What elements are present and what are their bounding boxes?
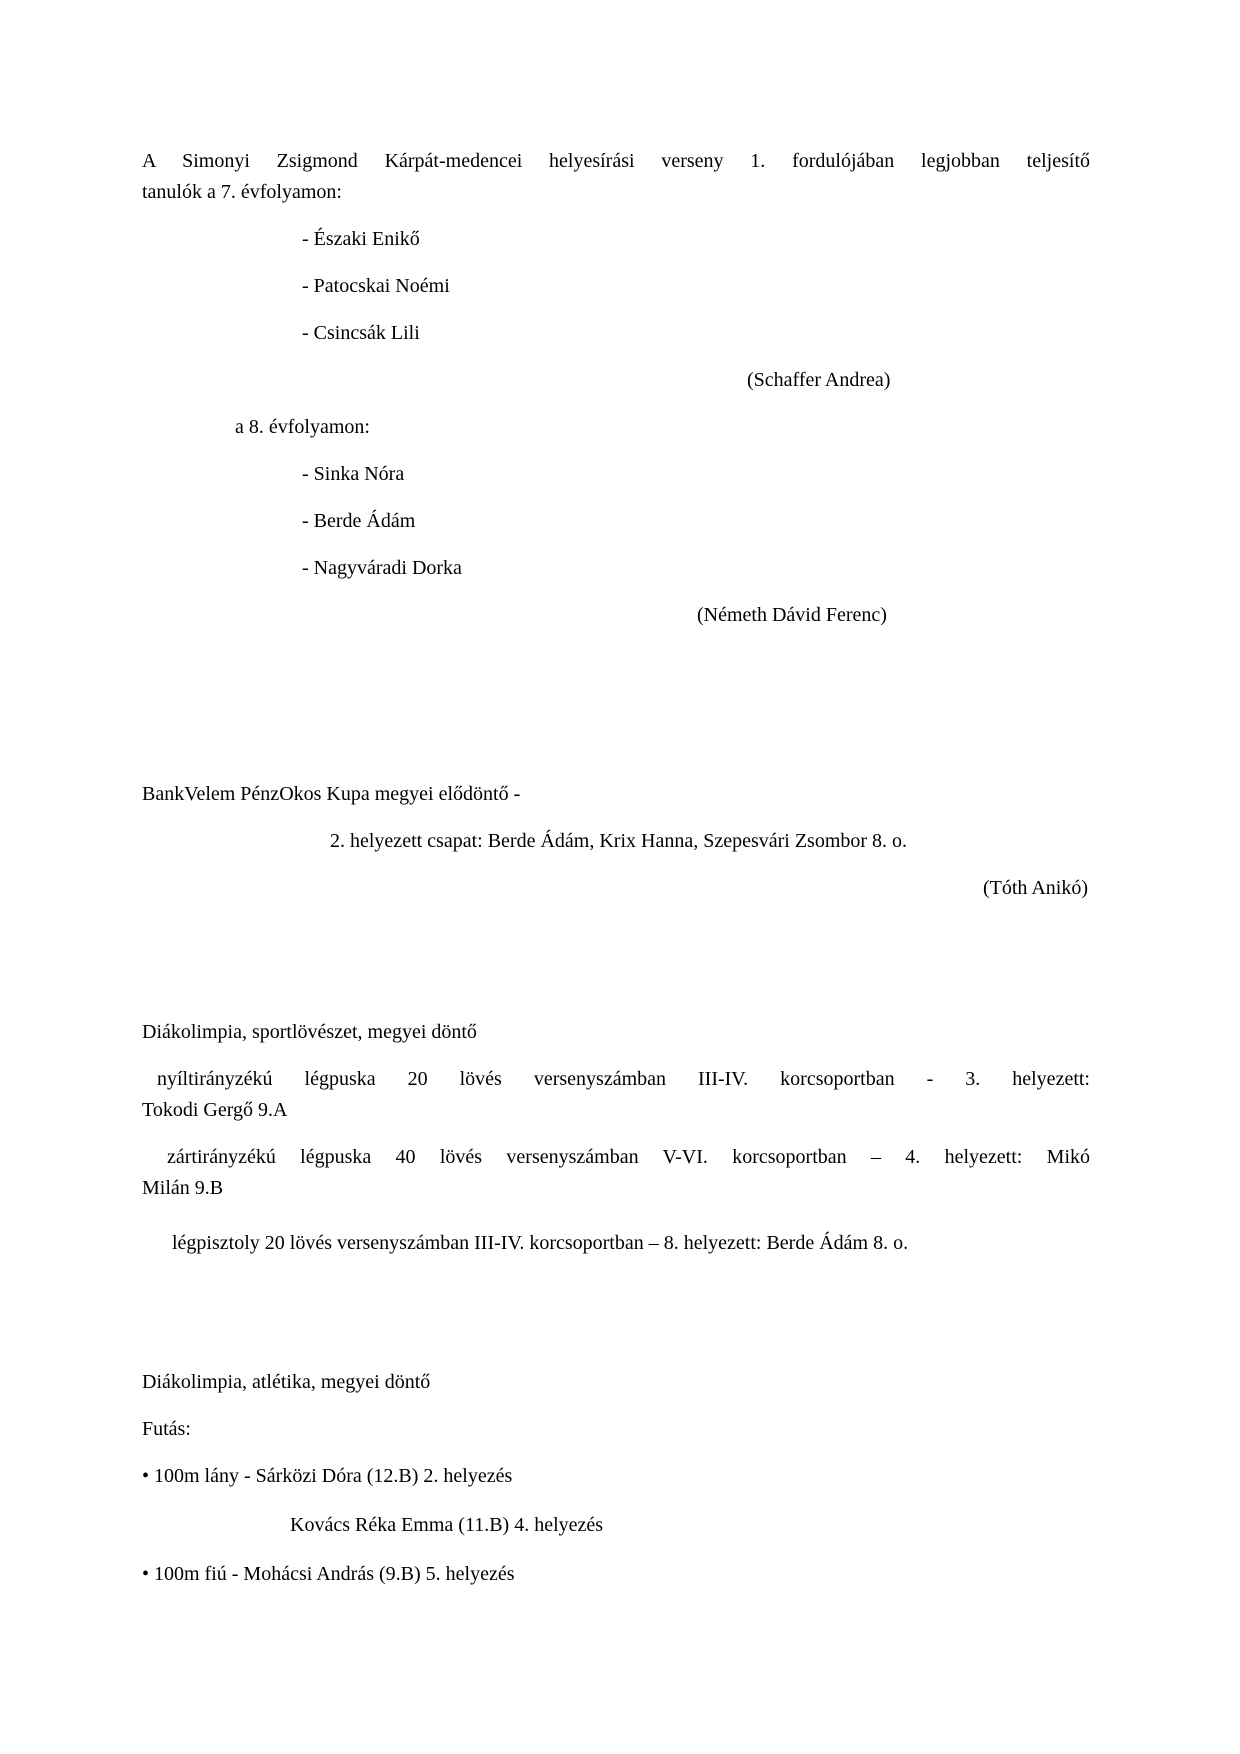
shooting-result-paragraph: légpisztoly 20 lövés versenyszámban III-IV. korcsoportban – 8. helyezett: Berde Ádám 8. o. (172, 1232, 909, 1254)
grade7-student-item: - Csincsák Lili (302, 322, 420, 344)
athletics-result-item: Kovács Réka Emma (11.B) 4. helyezés (290, 1514, 604, 1536)
grade8-heading: a 8. évfolyamon: (235, 416, 370, 438)
shooting-result-line: Milán 9.B (142, 1177, 224, 1199)
shooting-result-paragraph (142, 1064, 1090, 1126)
athletics-result-item: • 100m lány - Sárközi Dóra (12.B) 2. helyezés (142, 1465, 513, 1487)
simonyi-intro-paragraph (142, 146, 1090, 208)
athletics-heading: Diákolimpia, atlétika, megyei döntő (142, 1371, 431, 1393)
grade8-student-item: - Nagyváradi Dorka (302, 557, 462, 579)
simonyi-intro-line-2: tanulók a 7. évfolyamon: (142, 181, 342, 203)
bankvelem-heading: BankVelem PénzOkos Kupa megyei elődöntő - (142, 783, 521, 805)
athletics-result-item: • 100m fiú - Mohácsi András (9.B) 5. helyezés (142, 1563, 515, 1585)
athletics-subheading: Futás: (142, 1418, 191, 1440)
grade8-teacher-signature: (Németh Dávid Ferenc) (697, 604, 887, 626)
grade7-teacher-signature: (Schaffer Andrea) (747, 369, 891, 391)
simonyi-intro-line-1: A Simonyi Zsigmond Kárpát-medencei helyesírási verseny 1. fordulójában legjobban teljesítő (142, 150, 1090, 172)
bankvelem-teacher-signature: (Tóth Anikó) (983, 877, 1088, 899)
grade8-student-item: - Sinka Nóra (302, 463, 405, 485)
grade7-student-item: - Északi Enikő (302, 228, 420, 250)
bankvelem-result: 2. helyezett csapat: Berde Ádám, Krix Hanna, Szepesvári Zsombor 8. o. (330, 830, 908, 852)
grade7-student-item: - Patocskai Noémi (302, 275, 450, 297)
shooting-result-paragraph (142, 1142, 1090, 1204)
shooting-heading: Diákolimpia, sportlövészet, megyei döntő (142, 1021, 477, 1043)
shooting-result-line: nyíltirányzékú légpuska 20 lövés versenyszámban III-IV. korcsoportban - 3. helyezett: (157, 1068, 1090, 1090)
shooting-result-line: zártirányzékú légpuska 40 lövés versenyszámban V-VI. korcsoportban – 4. helyezett: Mikó (167, 1146, 1090, 1168)
shooting-result-line: Tokodi Gergő 9.A (142, 1099, 288, 1121)
grade8-student-item: - Berde Ádám (302, 510, 416, 532)
